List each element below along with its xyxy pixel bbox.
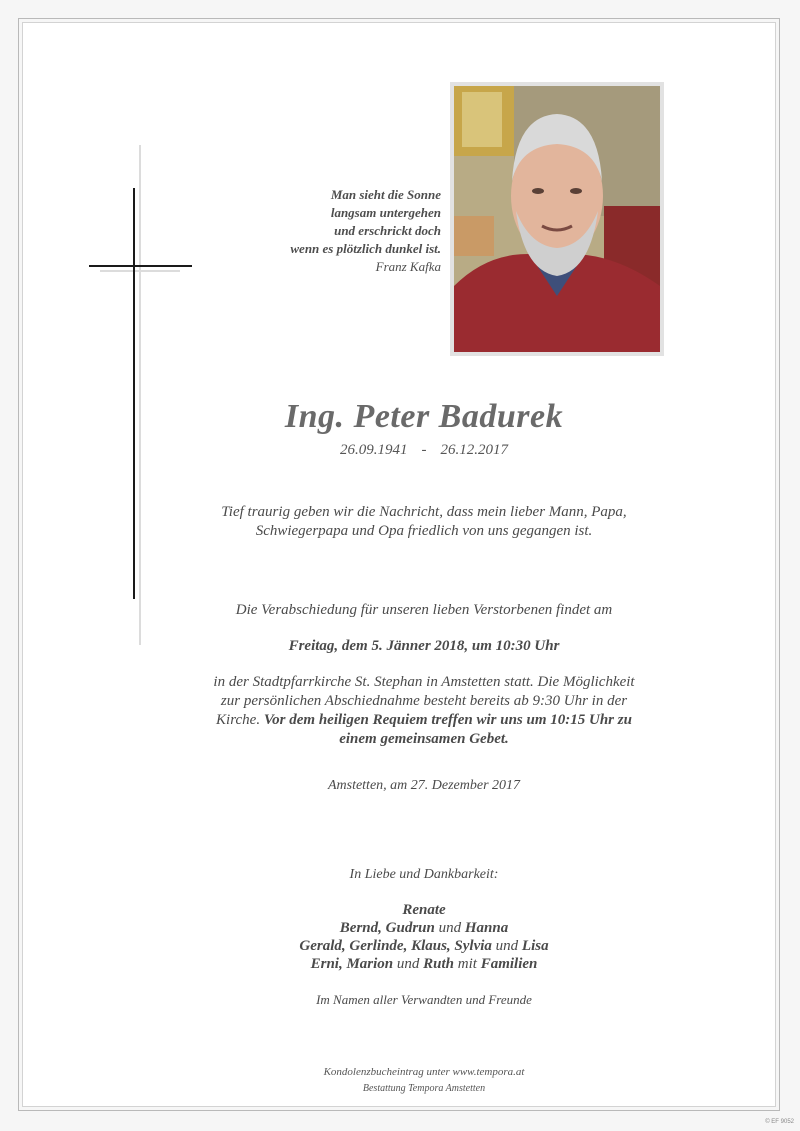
family-member: Ruth	[423, 956, 455, 972]
family-conjunction: und	[434, 920, 465, 936]
condolence-link: Kondolenzbucheintrag unter www.tempora.at	[323, 1066, 525, 1078]
cross-shadow-bar	[100, 270, 180, 272]
family-member: Familien	[480, 956, 538, 972]
quote-line: und erschrickt doch	[334, 223, 441, 238]
family-member: Renate	[402, 902, 446, 918]
family-member: Gerald, Gerlinde, Klaus, Sylvia	[299, 938, 492, 954]
deceased-name: Ing. Peter Badurek	[284, 398, 564, 435]
family-conjunction: mit	[454, 956, 481, 972]
announcement-line: Tief traurig geben wir die Nachricht, dass mein lieber Mann, Papa,	[221, 504, 627, 520]
death-date: 26.12.2017	[440, 442, 508, 458]
quote-line: langsam untergehen	[330, 205, 441, 220]
location-line	[24, 711, 800, 730]
location-text: Kirche.	[216, 712, 264, 728]
announcement-line: Schwiegerpapa und Opa friedlich von uns gegangen ist.	[255, 523, 593, 539]
date-separator: -	[421, 442, 427, 458]
family-line	[24, 955, 800, 973]
location-line: in der Stadtpfarrkirche St. Stephan in Amstetten statt. Die Möglichkeit	[213, 674, 635, 690]
announcement-text	[24, 503, 800, 541]
cross-icon-bar	[89, 265, 192, 267]
family-member: Bernd, Gudrun	[339, 920, 435, 936]
location-text-bold: Vor dem heiligen Requiem treffen wir uns um 10:15 Uhr zu	[263, 712, 632, 728]
portrait-illustration	[454, 86, 660, 352]
family-conjunction: und	[491, 938, 522, 954]
family-line	[24, 937, 800, 955]
birth-date: 26.09.1941	[340, 442, 408, 458]
funeral-home: Bestattung Tempora Amstetten	[362, 1083, 486, 1094]
quote-line: wenn es plötzlich dunkel ist.	[290, 241, 441, 256]
location-line: einem gemeinsamen Gebet.	[339, 731, 509, 747]
family-member: Erni, Marion	[310, 956, 394, 972]
location-line: zur persönlichen Abschiednahme besteht bereits ab 9:30 Uhr in der	[220, 693, 628, 709]
ceremony-datetime: Freitag, dem 5. Jänner 2018, um 10:30 Uhr	[288, 638, 560, 654]
love-gratitude: In Liebe und Dankbarkeit:	[349, 867, 499, 882]
relatives-note: Im Namen aller Verwandten und Freunde	[316, 992, 532, 1007]
quote-block	[290, 186, 441, 276]
quote-author: Franz Kafka	[375, 259, 441, 274]
cross-shadow	[139, 145, 141, 645]
family-member: Lisa	[521, 938, 549, 954]
family-conjunction: und	[393, 956, 424, 972]
family-line	[24, 919, 800, 937]
family-line	[24, 901, 800, 919]
family-member: Hanna	[464, 920, 509, 936]
farewell-text: Die Verabschiedung für unseren lieben Verstorbenen findet am	[235, 602, 613, 618]
place-date: Amstetten, am 27. Dezember 2017	[327, 778, 521, 793]
family-list	[24, 901, 800, 973]
copyright: © EF 9052	[765, 1119, 794, 1125]
quote-line: Man sieht die Sonne	[330, 187, 441, 202]
portrait-frame	[450, 82, 664, 356]
life-dates	[24, 442, 800, 459]
ceremony-location	[24, 673, 800, 749]
portrait-photo	[454, 86, 660, 352]
